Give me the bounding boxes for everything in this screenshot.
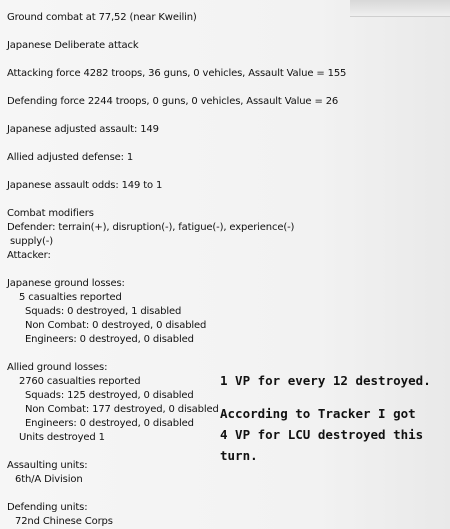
annotation-line-1: 1 VP for every 12 destroyed.	[220, 373, 431, 388]
annotation-line-2: According to Tracker I got	[220, 406, 416, 421]
adjusted-defense: Allied adjusted defense: 1	[7, 152, 134, 163]
assaulting-units-header: Assaulting units:	[7, 460, 88, 471]
annotation-line-3: 4 VP for LCU destroyed this	[220, 427, 424, 442]
attack-type: Japanese Deliberate attack	[7, 40, 139, 51]
modifiers-attacker: Attacker:	[7, 250, 51, 261]
defending-unit: 72nd Chinese Corps	[15, 516, 113, 527]
allied-squads: Squads: 125 destroyed, 0 disabled	[25, 390, 194, 401]
modifiers-defender-cont: supply(-)	[10, 236, 54, 247]
allied-engineers: Engineers: 0 destroyed, 0 disabled	[25, 418, 194, 429]
attacking-force: Attacking force 4282 troops, 36 guns, 0 vehicles, Assault Value = 155	[7, 68, 347, 79]
japanese-non-combat: Non Combat: 0 destroyed, 0 disabled	[25, 320, 207, 331]
assaulting-unit: 6th/A Division	[15, 474, 83, 485]
japanese-squads: Squads: 0 destroyed, 1 disabled	[25, 306, 182, 317]
japanese-losses-header: Japanese ground losses:	[7, 278, 125, 289]
annotation-line-4: turn.	[220, 448, 258, 463]
adjusted-assault: Japanese adjusted assault: 149	[7, 124, 159, 135]
modifiers-defender: Defender: terrain(+), disruption(-), fatigue(-), experience(-)	[7, 222, 295, 233]
assault-odds: Japanese assault odds: 149 to 1	[7, 180, 163, 191]
defending-force: Defending force 2244 troops, 0 guns, 0 vehicles, Assault Value = 26	[7, 96, 339, 107]
vp-annotation	[220, 370, 445, 466]
allied-units-destroyed: Units destroyed 1	[19, 432, 105, 443]
allied-casualties: 2760 casualties reported	[19, 376, 141, 387]
defending-units-header: Defending units:	[7, 502, 88, 513]
combat-title: Ground combat at 77,52 (near Kweilin)	[7, 12, 197, 23]
japanese-engineers: Engineers: 0 destroyed, 0 disabled	[25, 334, 194, 345]
japanese-casualties: 5 casualties reported	[19, 292, 122, 303]
modifiers-header: Combat modifiers	[7, 208, 94, 219]
allied-non-combat: Non Combat: 177 destroyed, 0 disabled	[25, 404, 219, 415]
allied-losses-header: Allied ground losses:	[7, 362, 108, 373]
